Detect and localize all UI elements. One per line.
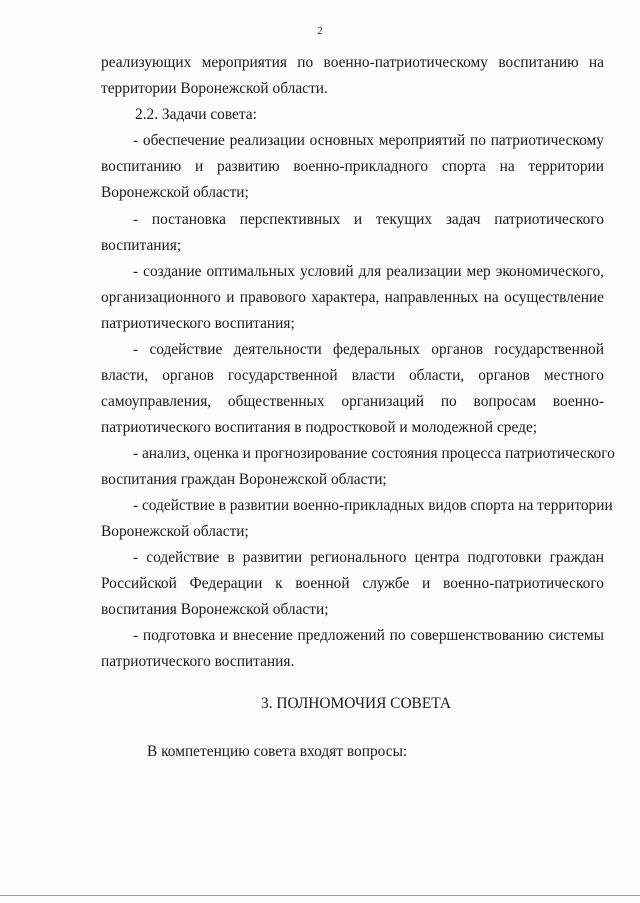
list-item-line: патриотического воспитания; [101,315,295,332]
text-line: реализующих мероприятия по военно-патриотическому воспитанию на [101,54,604,71]
list-item-line: - создание оптимальных условий для реализации мер экономического, [133,263,604,280]
list-item-line: - подготовка и внесение предложений по совершенствованию системы [133,627,604,644]
list-item-line: Воронежской области; [101,523,249,540]
list-item-line: - постановка перспективных и текущих задач патриотического [133,211,604,228]
list-item-line: воспитанию и развитию военно-прикладного спорта на территории [101,158,604,175]
list-item-line: Российской Федерации к военной службе и военно-патриотического [101,575,604,592]
list-item-line: воспитания; [101,237,182,254]
list-item-line: - содействие в развитии военно-прикладных видов спорта на территории [133,497,613,514]
page-number: 2 [317,25,323,37]
list-item-line: патриотического воспитания. [101,653,295,670]
list-item-line: - содействие в развитии регионального центра подготовки граждан [133,549,604,566]
list-item-line: - содействие деятельности федеральных органов государственной [133,341,604,358]
list-item-line: организационного и правового характера, направленных на осуществление [101,289,604,306]
subsection-heading: 2.2. Задачи совета: [135,106,257,123]
list-item-line: воспитания Воронежской области; [101,601,329,618]
list-item-line: - анализ, оценка и прогнозирование состояния процесса патриотического [133,445,615,462]
list-item-line: Воронежской области; [101,184,249,201]
list-item-line: - обеспечение реализации основных мероприятий по патриотическому [133,132,604,149]
list-item-line: патриотического воспитания в подростковой и молодежной среде; [101,419,538,436]
text-line: территории Воронежской области. [101,80,328,97]
list-item-line: власти, органов государственной власти области, органов местного [101,367,604,384]
section-heading: 3. ПОЛНОМОЧИЯ СОВЕТА [261,695,451,712]
list-item-line: самоуправления, общественных организаций по вопросам военно- [101,393,604,410]
section-intro: В компетенцию совета входят вопросы: [147,743,408,760]
list-item-line: воспитания граждан Воронежской области; [101,471,387,488]
page-bottom-edge [0,895,640,896]
